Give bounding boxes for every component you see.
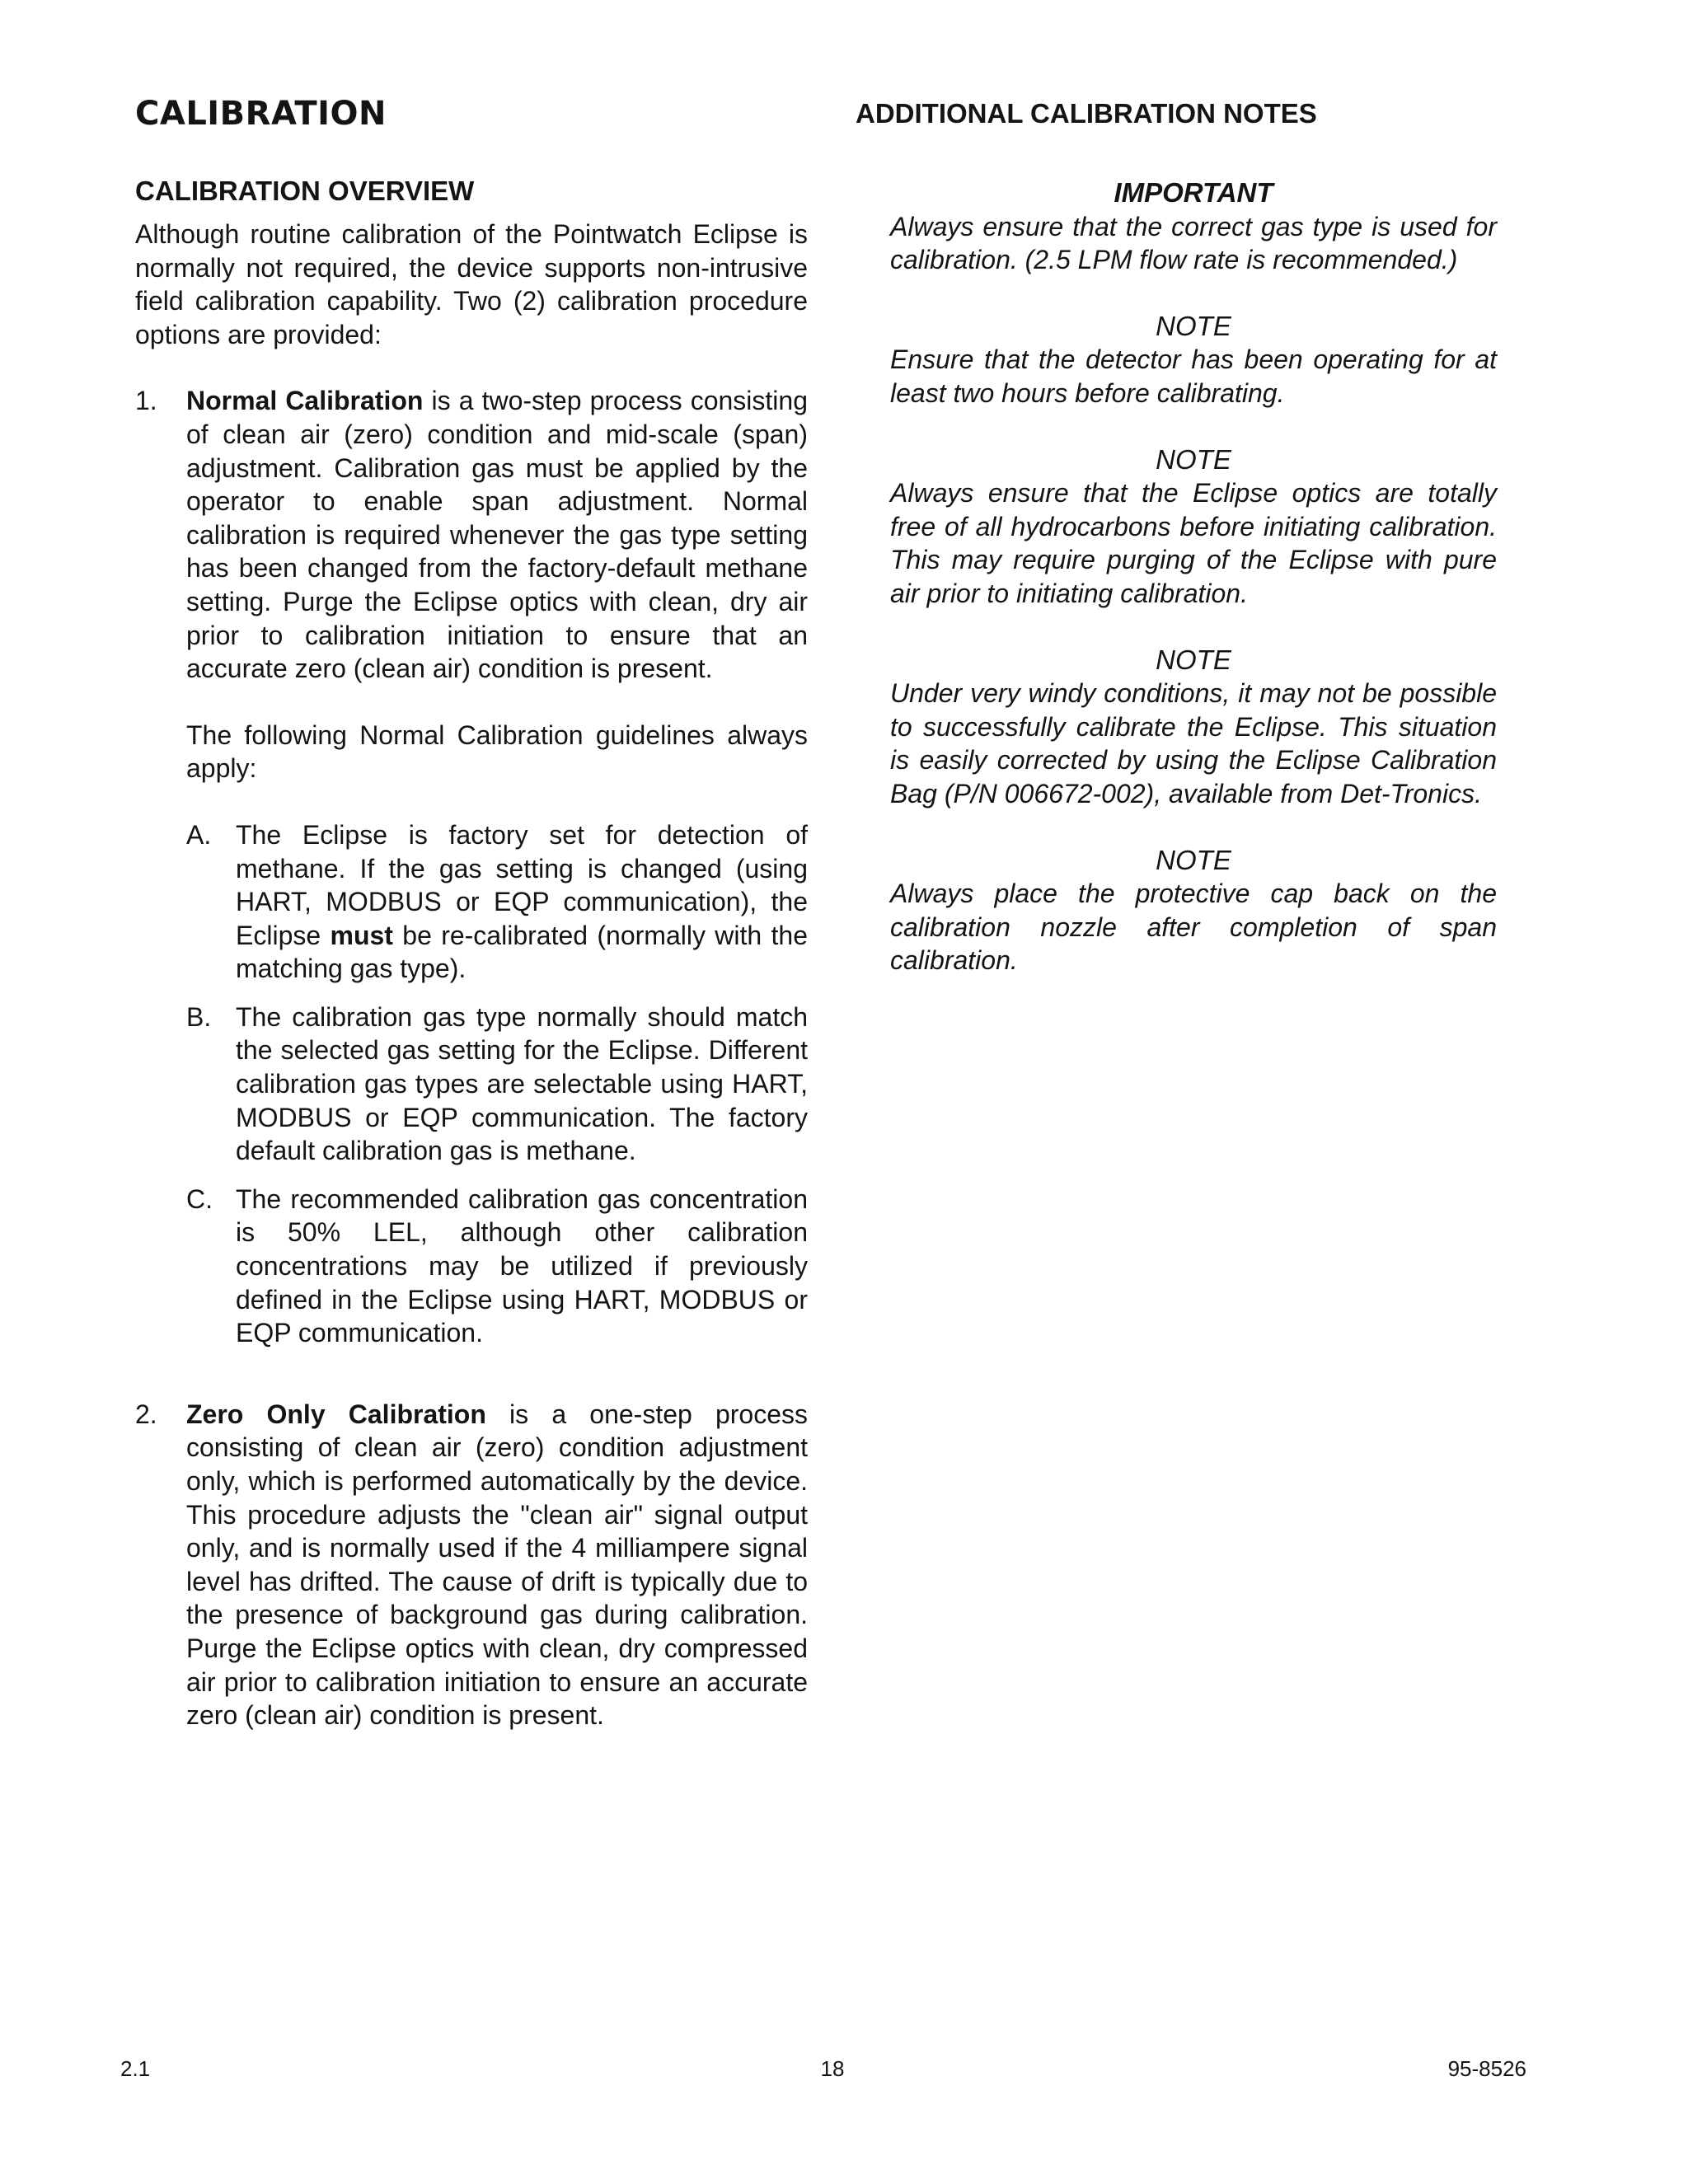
notes-title: ADDITIONAL CALIBRATION NOTES [856, 98, 1317, 129]
notice-heading: NOTE [1156, 443, 1231, 475]
overview-heading: CALIBRATION OVERVIEW [135, 176, 475, 206]
guideline-letter: C. [186, 1183, 213, 1214]
guideline-letter: A. [186, 819, 212, 850]
notice-heading: NOTE [1156, 844, 1231, 875]
notice-heading: NOTE [1156, 644, 1231, 675]
guideline-text: The recommended calibration gas concentration is 50% LEL, although other calibration concentrations may be utilized if previously defined in the Eclipse using HART, MODBUS or EQP communication. [236, 1183, 808, 1348]
zero-calibration-text [186, 1398, 808, 1732]
normal-calibration-text [186, 384, 808, 685]
notice-text: Always place the protective cap back on the calibration nozzle after completion of span calibration. [890, 879, 1497, 976]
normal-calibration-term: Normal Calibration [186, 386, 424, 416]
list-item-normal-calibration [135, 384, 808, 1364]
right-column [890, 176, 1497, 1010]
guidelines-intro: The following Normal Calibration guidelines always apply: [186, 719, 808, 784]
guideline-item-b [186, 1001, 808, 1168]
guideline-item-a [186, 818, 808, 986]
normal-calibration-desc: is a two-step process consisting of clean air (zero) condition and mid-scale (span) adjustment. Calibration gas must be applied by the operator to enable span adjustment. Normal calibration is required whenever the gas type setting has been changed from the factory-default methane setting. Purge the Eclipse optics with clean, dry air prior to calibration initiation to ensure that an accurate zero (clean air) condition is present. [186, 386, 809, 684]
note-optics-clean [890, 443, 1497, 611]
page-title: CALIBRATION [135, 95, 387, 133]
page-number: 18 [820, 2056, 845, 2081]
document-number: 95-8526 [1447, 2056, 1526, 2081]
zero-calibration-desc: is a one-step process consisting of clean air (zero) condition adjustment only, which is performed automatically by the device. This procedure adjusts the "clean air" signal output only, and is normally used if the 4 milliampere signal level has drifted. The cause of drift is typically due to the presence of background gas during calibration. Purge the Eclipse optics with clean, dry compressed air prior to calibration initiation to ensure an accurate zero (clean air) condition is present. [186, 1399, 809, 1731]
important-notice [890, 176, 1497, 277]
notice-text: Ensure that the detector has been operating for at least two hours before calibrating. [890, 344, 1497, 408]
zero-calibration-term: Zero Only Calibration [186, 1399, 486, 1429]
guideline-item-c [186, 1183, 808, 1350]
overview-text: Although routine calibration of the Pointwatch Eclipse is normally not required, the device supports non-intrusive field calibration capability. Two (2) calibration procedure options are provided: [135, 219, 808, 349]
list-number: 2. [135, 1399, 157, 1429]
left-column [135, 173, 808, 1732]
guideline-text: The Eclipse is factory set for detection of methane. If the gas setting is changed (using HART, MODBUS or EQP communication), the Eclipse must be re-calibrated (normally with the matching gas type). [236, 819, 808, 984]
emphasis-text: must [330, 920, 393, 950]
notice-text: Always ensure that the correct gas type is used for calibration. (2.5 LPM flow rate is recommended.) [890, 211, 1497, 275]
note-protective-cap [890, 844, 1497, 977]
note-operating-time [890, 310, 1497, 410]
list-number: 1. [135, 386, 157, 416]
note-windy-conditions [890, 644, 1497, 811]
notice-text: Under very windy conditions, it may not be possible to successfully calibrate the Eclipse. This situation is easily corrected by using the Eclipse Calibration Bag (P/N 006672-002), available from Det-Tronics. [890, 678, 1497, 808]
footer-revision: 2.1 [120, 2056, 151, 2081]
notice-heading: NOTE [1156, 310, 1231, 341]
list-item-zero-only-calibration [135, 1398, 808, 1732]
guideline-text: The calibration gas type normally should match the selected gas setting for the Eclipse. Different calibration gas types are selectable using HART, MODBUS or EQP communication. The factory default calibration gas is methane. [236, 1001, 808, 1166]
notice-text: Always ensure that the Eclipse optics are totally free of all hydrocarbons before initiating calibration. This may require purging of the Eclipse with pure air prior to initiating calibration. [890, 478, 1497, 608]
notice-heading: IMPORTANT [1114, 177, 1273, 208]
guideline-letter: B. [186, 1001, 212, 1032]
